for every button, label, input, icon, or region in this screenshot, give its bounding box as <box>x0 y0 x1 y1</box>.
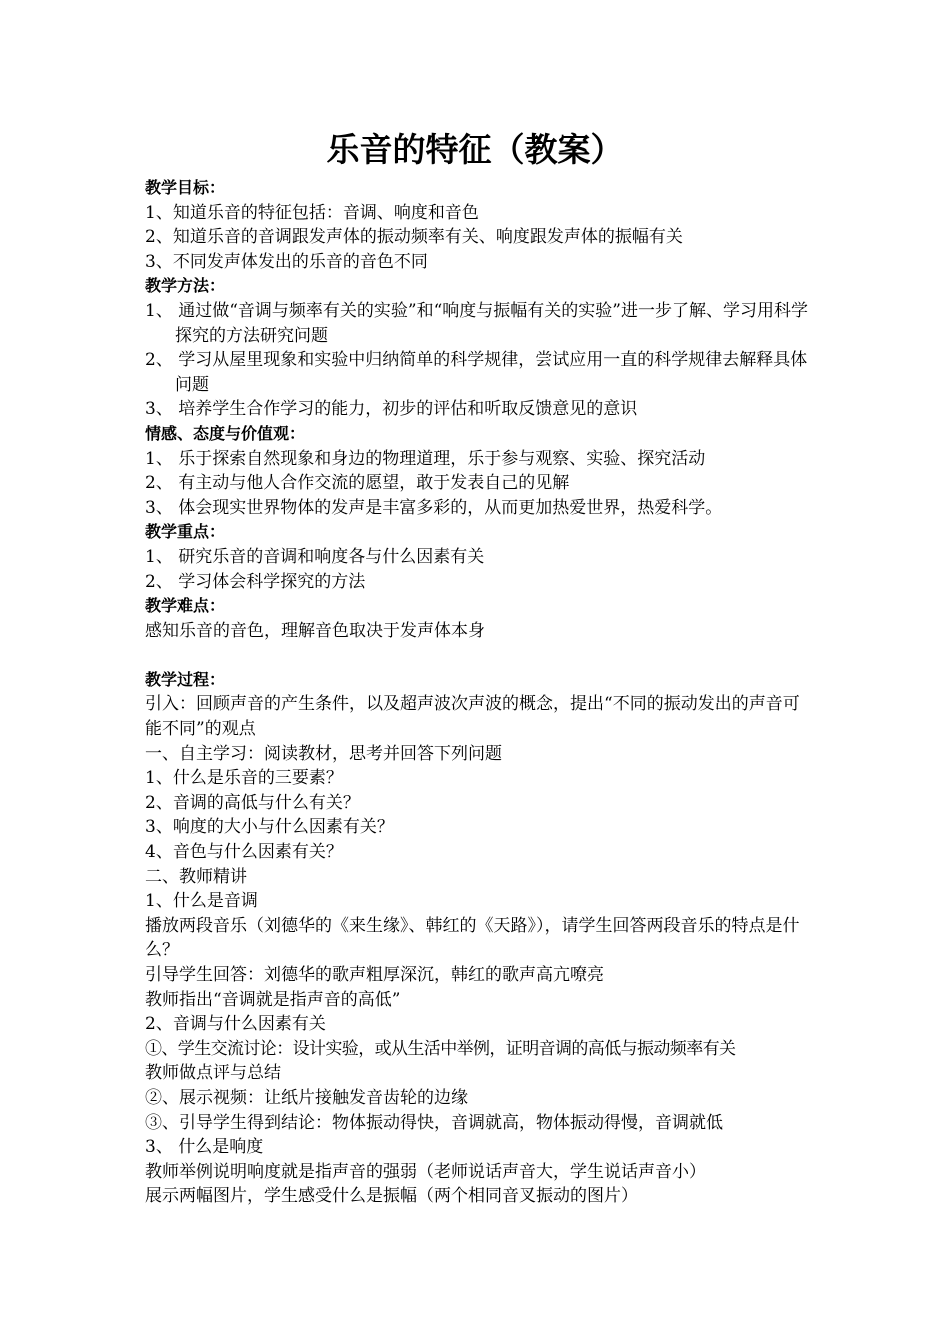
process-heading: 教学过程： <box>145 669 226 689</box>
process-line: 2、音调的高低与什么有关？ <box>145 792 360 813</box>
document-body <box>145 176 815 1209</box>
methods-item: 2、 学习从屋里现象和实验中归纳简单的科学规律，尝试应用一直的科学规律去解释具体问题 <box>145 350 808 395</box>
keypoints-item: 1、 研究乐音的音调和响度各与什么因素有关 <box>145 546 485 567</box>
keypoints-heading: 教学重点： <box>145 522 226 542</box>
document-title: 乐音的特征（教案） <box>326 130 624 169</box>
attitude-item: 2、 有主动与他人合作交流的愿望，敢于发表自己的见解 <box>145 473 570 494</box>
process-line: 1、什么是乐音的三要素？ <box>145 768 343 789</box>
blank-line <box>145 643 815 668</box>
methods-item: 1、 通过做“音调与频率有关的实验”和“响度与振幅有关的实验”进一步了解、学习用科学探究的方法研究问题 <box>145 300 808 346</box>
process-line: 一、自主学习：阅读教材，思考并回答下列问题 <box>145 743 502 764</box>
process-line: 1、什么是音调 <box>145 891 258 912</box>
process-line: 引导学生回答：刘德华的歌声粗厚深沉，韩红的歌声高亢嘹亮 <box>145 965 604 985</box>
process-line: 教师做点评与总结 <box>145 1063 281 1084</box>
process-line: 3、 什么是响度 <box>145 1137 264 1158</box>
goals-item: 1、知道乐音的特征包括：音调、响度和音色 <box>145 202 479 223</box>
process-line: ③、引导学生得到结论：物体振动得快，音调就高，物体振动得慢，音调就低 <box>145 1112 723 1133</box>
goals-heading: 教学目标： <box>145 178 226 197</box>
difficulty-heading: 教学难点： <box>145 596 226 616</box>
attitude-heading: 情感、态度与价值观： <box>145 423 306 443</box>
process-line: 2、音调与什么因素有关 <box>145 1014 326 1035</box>
process-line: 展示两幅图片，学生感受什么是振幅（两个相同音叉振动的图片） <box>145 1186 638 1207</box>
keypoints-item: 2、 学习体会科学探究的方法 <box>145 571 366 592</box>
goals-item: 2、知道乐音的音调跟发声体的振动频率有关、响度跟发声体的振幅有关 <box>145 227 683 248</box>
process-line: 3、响度的大小与什么因素有关？ <box>145 817 394 838</box>
difficulty-text: 感知乐音的音色，理解音色取决于发声体本身 <box>145 620 485 641</box>
attitude-item: 3、 体会现实世界物体的发声是丰富多彩的，从而更加热爱世界，热爱科学。 <box>145 497 723 518</box>
process-line: 教师指出“音调就是指声音的高低” <box>145 989 401 1010</box>
attitude-item: 1、 乐于探索自然现象和身边的物理道理，乐于参与观察、实验、探究活动 <box>145 448 706 469</box>
process-line: ②、展示视频：让纸片接触发音齿轮的边缘 <box>145 1087 468 1108</box>
methods-heading: 教学方法： <box>145 276 226 296</box>
process-music: 播放两段音乐（刘德华的《来生缘》、韩红的《天路》），请学生回答两段音乐的特点是什么？ <box>145 915 800 961</box>
goals-item: 3、不同发声体发出的乐音的音色不同 <box>145 251 428 272</box>
process-line: 二、教师精讲 <box>145 866 247 887</box>
process-line: ①、学生交流讨论：设计实验，或从生活中举例，证明音调的高低与振动频率有关 <box>145 1038 736 1059</box>
methods-item: 3、 培养学生合作学习的能力，初步的评估和听取反馈意见的意识 <box>145 399 638 420</box>
process-intro: 引入：回顾声音的产生条件，以及超声波次声波的概念，提出“不同的振动发出的声音可能不同”的观点 <box>145 694 800 740</box>
process-line: 4、音色与什么因素有关？ <box>145 842 343 863</box>
process-line: 教师举例说明响度就是指声音的强弱（老师说话声音大，学生说话声音小） <box>145 1161 706 1182</box>
